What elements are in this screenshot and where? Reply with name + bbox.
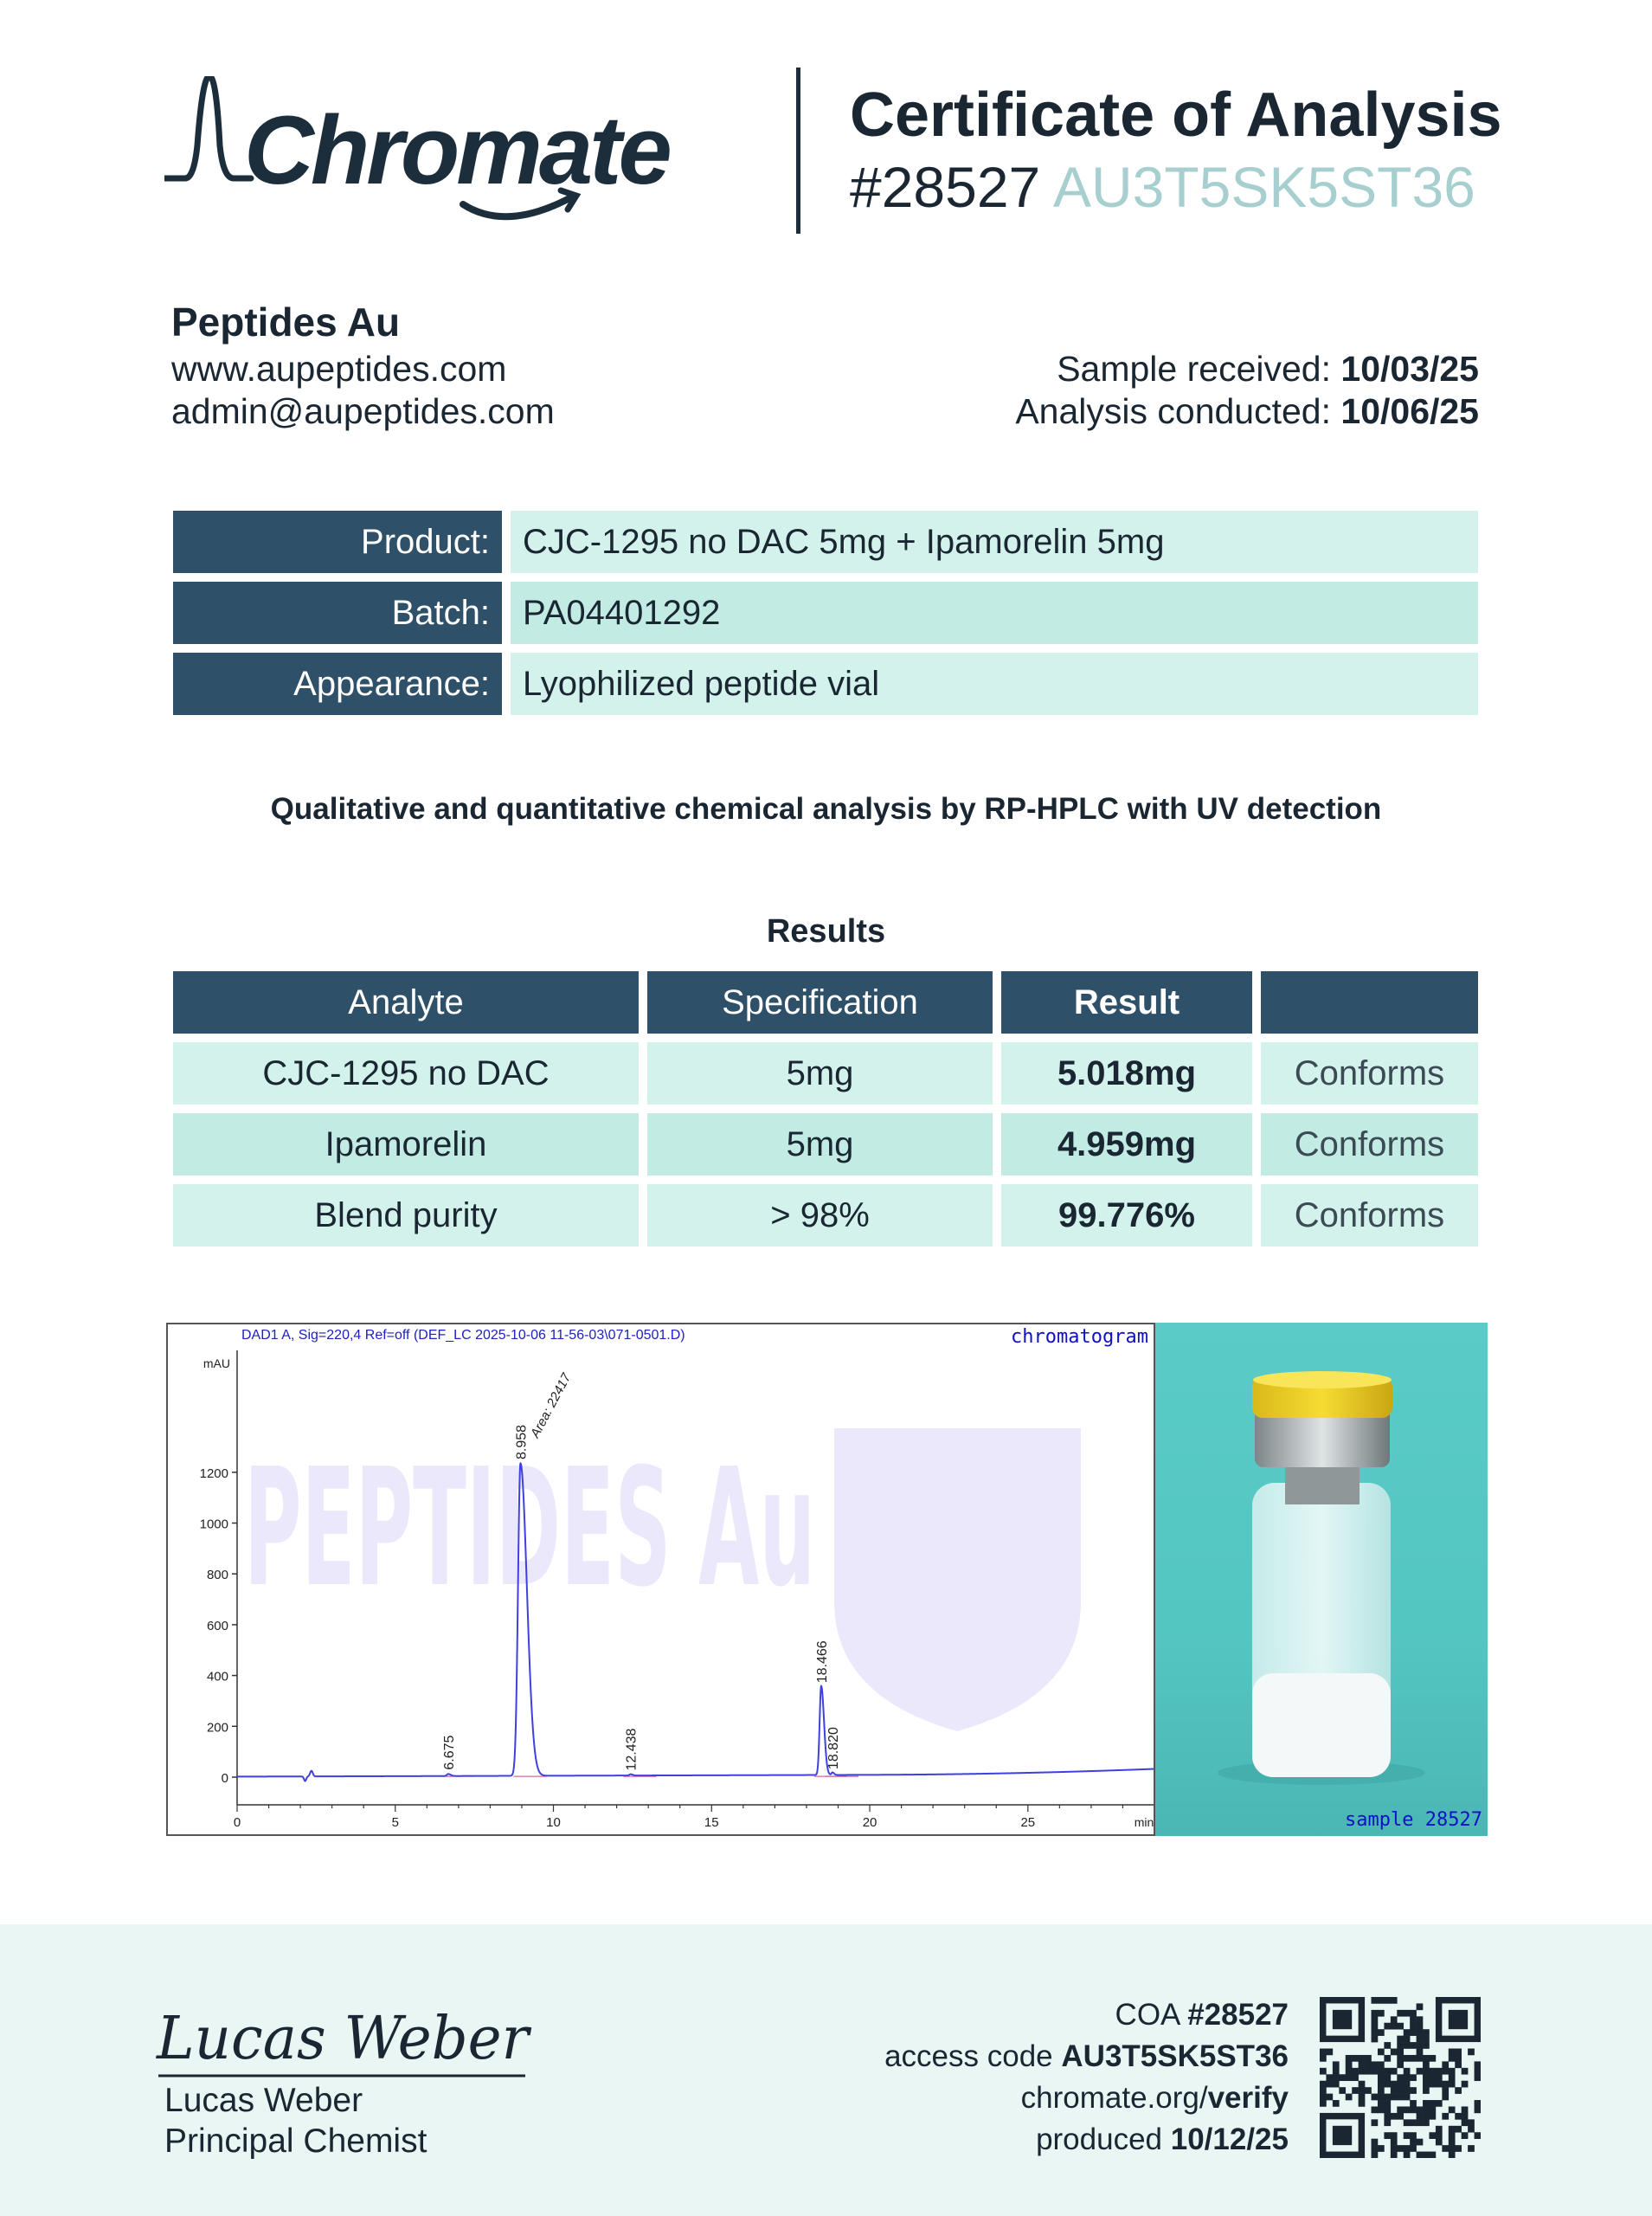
vial-icon — [1155, 1323, 1488, 1836]
footer-verify-link[interactable] — [1021, 2081, 1289, 2116]
x-tick-label: 5 — [391, 1815, 399, 1830]
analysis-conducted — [1015, 391, 1479, 432]
sample-photo — [1155, 1323, 1488, 1836]
x-tick-label: 25 — [1020, 1815, 1036, 1830]
analysis-conducted-label: Analysis conducted: — [1015, 391, 1331, 431]
chromatogram-panel — [166, 1323, 1155, 1836]
client-name: Peptides Au — [171, 300, 401, 345]
y-tick-label: 200 — [206, 1720, 228, 1736]
y-tick-label: 0 — [221, 1771, 228, 1786]
footer-access-label: access code — [884, 2039, 1053, 2073]
info-row-batch — [173, 582, 1478, 644]
logo-text: Chromate — [244, 96, 669, 204]
chromatogram-label: chromatogram — [1011, 1326, 1148, 1348]
info-row-product — [173, 511, 1478, 573]
signer-role: Principal Chemist — [164, 2123, 427, 2160]
certificate-access-code: AU3T5SK5ST36 — [1052, 155, 1475, 219]
client-email[interactable]: admin@aupeptides.com — [171, 391, 555, 431]
chromatogram-signal: DAD1 A, Sig=220,4 Ref=off (DEF_LC 2025-10-06 11-56-03\071-0501.D) — [241, 1328, 685, 1343]
footer-produced — [1036, 2123, 1289, 2157]
sample-received — [1057, 349, 1479, 390]
info-value: Lyophilized peptide vial — [511, 653, 1478, 715]
footer-verify-path: verify — [1207, 2081, 1289, 2115]
header-divider — [796, 68, 800, 234]
watermark-text: PEPTIDES Au — [244, 1433, 815, 1623]
results-analyte: Blend purity — [173, 1184, 639, 1246]
results-value: 4.959mg — [1001, 1113, 1252, 1176]
results-spec: > 98% — [647, 1184, 993, 1246]
chromatogram-plot — [168, 1324, 1155, 1836]
peak-label: 18.820 — [826, 1727, 841, 1770]
qr-code-icon[interactable] — [1320, 1997, 1481, 2158]
results-spec: 5mg — [647, 1042, 993, 1105]
certificate-id — [850, 154, 1475, 220]
x-tick-label: 20 — [862, 1815, 877, 1830]
results-value: 99.776% — [1001, 1184, 1252, 1246]
y-tick-label: 1000 — [199, 1517, 228, 1532]
client-website[interactable]: www.aupeptides.com — [171, 349, 507, 389]
results-header-result: Result — [1001, 971, 1252, 1034]
peak-label: 18.466 — [814, 1640, 830, 1684]
info-label: Appearance: — [173, 653, 502, 715]
footer-coa-label: COA — [1115, 1998, 1180, 2032]
footer-produced-label: produced — [1036, 2123, 1163, 2156]
sample-received-date: 10/03/25 — [1340, 349, 1479, 389]
chromate-logo — [164, 76, 669, 228]
footer-coa-number: #28527 — [1187, 1998, 1289, 2032]
footer-verify-domain: chromate.org/ — [1020, 2081, 1208, 2115]
analysis-conducted-date: 10/06/25 — [1340, 391, 1479, 431]
x-tick-label: 0 — [233, 1815, 241, 1830]
results-header-status — [1261, 971, 1478, 1034]
info-value: CJC-1295 no DAC 5mg + Ipamorelin 5mg — [511, 511, 1478, 573]
signer-name: Lucas Weber — [164, 2082, 363, 2119]
results-value: 5.018mg — [1001, 1042, 1252, 1105]
info-label: Batch: — [173, 582, 502, 644]
results-spec: 5mg — [647, 1113, 993, 1176]
y-tick-label: 800 — [206, 1568, 228, 1583]
y-tick-label: 400 — [206, 1669, 228, 1685]
footer-produced-date: 10/12/25 — [1170, 2123, 1289, 2156]
x-tick-label: 15 — [704, 1815, 719, 1830]
analysis-method: Qualitative and quantitative chemical analysis by RP-HPLC with UV detection — [270, 792, 1382, 826]
y-unit-label: mAU — [202, 1356, 230, 1370]
results-title: Results — [766, 913, 886, 950]
info-label: Product: — [173, 511, 502, 573]
x-tick-label: 10 — [546, 1815, 561, 1830]
footer-coa — [1115, 1998, 1289, 2032]
peak-label: 12.438 — [624, 1728, 640, 1771]
peak-label: 8.958 — [514, 1424, 530, 1459]
results-status: Conforms — [1261, 1184, 1478, 1246]
results-status: Conforms — [1261, 1042, 1478, 1105]
x-unit-label: min — [1134, 1815, 1154, 1829]
handwritten-signature: Lucas Weber — [155, 2005, 532, 2073]
results-status: Conforms — [1261, 1113, 1478, 1176]
info-row-appearance — [173, 653, 1478, 715]
results-analyte: Ipamorelin — [173, 1113, 639, 1176]
info-value: PA04401292 — [511, 582, 1478, 644]
signature-image — [151, 1991, 541, 2086]
sample-received-label: Sample received: — [1057, 349, 1331, 389]
certificate-title: Certificate of Analysis — [850, 81, 1502, 150]
results-analyte: CJC-1295 no DAC — [173, 1042, 639, 1105]
footer-access-code: AU3T5SK5ST36 — [1061, 2039, 1289, 2073]
peak-label: 6.675 — [441, 1735, 457, 1770]
sample-label: sample 28527 — [1345, 1809, 1482, 1831]
y-tick-label: 600 — [206, 1618, 228, 1633]
certificate-number: #28527 — [850, 155, 1041, 219]
results-header-analyte: Analyte — [173, 971, 639, 1034]
footer-access — [884, 2039, 1289, 2074]
watermark-shield-icon — [834, 1428, 1081, 1731]
results-header-specification: Specification — [647, 971, 993, 1034]
peak-area-label: Area: 22417 — [527, 1370, 575, 1440]
y-tick-label: 1200 — [199, 1466, 228, 1481]
